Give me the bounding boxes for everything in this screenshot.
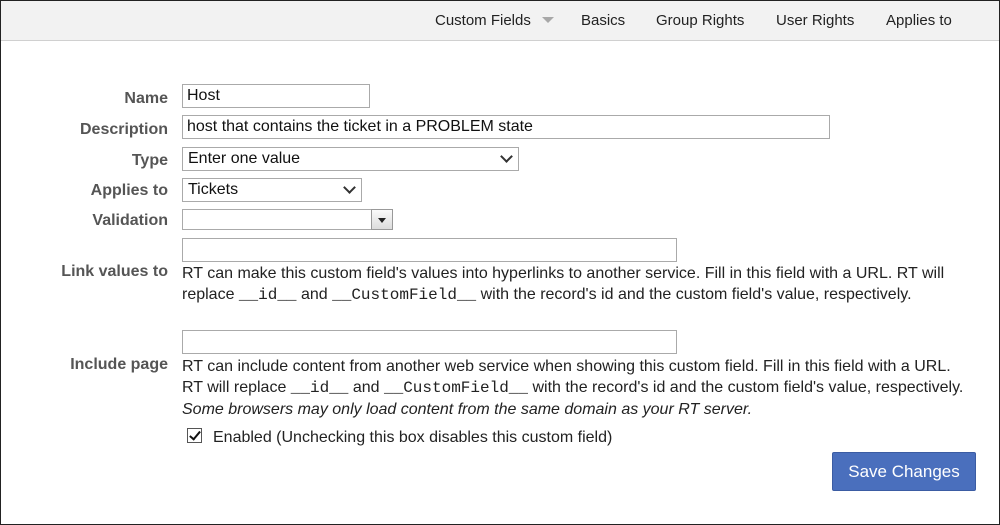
name-label: Name	[124, 90, 168, 107]
chevron-down-icon[interactable]	[542, 17, 554, 23]
type-select[interactable]	[182, 147, 519, 171]
save-changes-button[interactable]: Save Changes	[832, 452, 976, 491]
nav-basics[interactable]: Basics	[581, 12, 626, 29]
chevron-down-icon	[500, 150, 513, 163]
link-values-help: RT can make this custom field's values into hyperlinks to another service. Fill in this field with a URL. RT will replace __id__ and __CustomField__ with the record's id and the custom field's value, respectively.	[182, 265, 945, 304]
validation-label: Validation	[92, 212, 168, 229]
enabled-label: Enabled (Unchecking this box disables this custom field)	[213, 429, 613, 446]
type-select-value: Enter one value	[188, 150, 301, 167]
nav-user-rights[interactable]: User Rights	[776, 12, 855, 29]
include-page-label: Include page	[70, 356, 168, 373]
link-values-label: Link values to	[61, 263, 168, 280]
nav-group-rights[interactable]: Group Rights	[656, 12, 745, 29]
top-navigation	[1, 1, 999, 41]
applies-to-select-value: Tickets	[188, 181, 239, 198]
chevron-down-icon	[343, 181, 356, 194]
chevron-down-icon	[378, 218, 386, 223]
name-input[interactable]: Host	[182, 84, 370, 108]
applies-to-label: Applies to	[90, 182, 168, 199]
description-input[interactable]: host that contains the ticket in a PROBLEM state	[182, 115, 830, 139]
validation-dropdown-button[interactable]	[371, 209, 393, 230]
validation-input[interactable]	[182, 209, 372, 230]
link-values-input[interactable]	[182, 238, 677, 262]
checkmark-icon	[189, 428, 201, 440]
type-label: Type	[131, 152, 168, 169]
nav-custom-fields[interactable]: Custom Fields	[435, 12, 531, 29]
applies-to-select[interactable]	[182, 178, 362, 202]
nav-applies-to[interactable]: Applies to	[886, 12, 952, 29]
description-label: Description	[79, 121, 168, 138]
include-page-help: RT can include content from another web service when showing this custom field. Fill in this field with a URL. RT will replace __id__ and __CustomField__ with the record's id and the custom field's value, respectively. Some browsers may only load content from the same domain as your RT server.	[182, 358, 964, 418]
enabled-checkbox[interactable]	[187, 428, 202, 443]
include-page-input[interactable]	[182, 330, 677, 354]
